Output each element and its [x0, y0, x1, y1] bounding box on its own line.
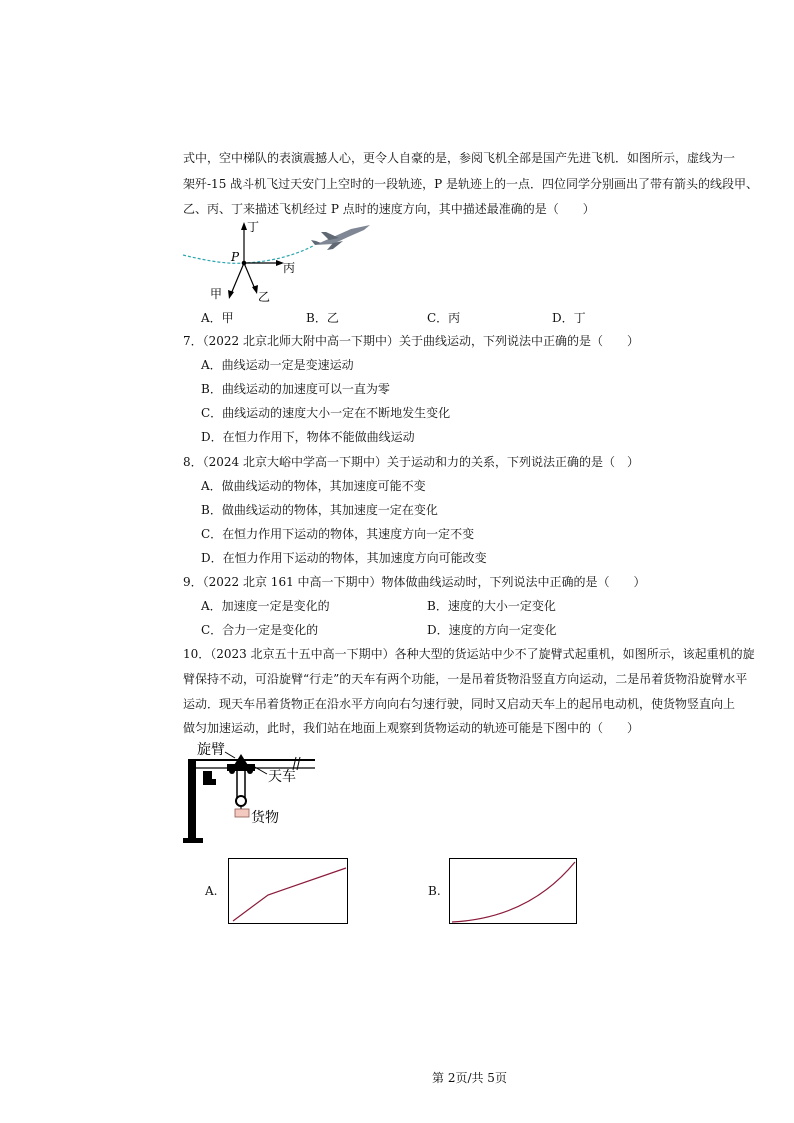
q8-option-a: A．做曲线运动的物体，其加速度可能不变 — [201, 479, 426, 493]
label-jia: 甲 — [210, 287, 223, 301]
label-cargo: 货物 — [251, 810, 279, 826]
q10-option-a-graph — [228, 858, 348, 924]
q8-option-b: B．做曲线运动的物体，其加速度一定在变化 — [201, 503, 438, 517]
q7-option-d: D．在恒力作用下，物体不能做曲线运动 — [201, 430, 415, 444]
q7-option-b: B．曲线运动的加速度可以一直为零 — [201, 382, 390, 396]
q6-option-b: B．乙 — [306, 311, 339, 325]
page-footer: 第 2页/共 5页 — [432, 1071, 507, 1085]
label-yi: 乙 — [258, 290, 271, 304]
q10-option-b-label: B. — [428, 884, 441, 898]
crane-figure — [183, 738, 323, 848]
label-ding: 丁 — [247, 220, 260, 234]
label-bing: 丙 — [283, 261, 296, 275]
q8-option-c: C．在恒力作用下运动的物体，其速度方向一定不变 — [201, 527, 475, 541]
q8-stem: 8．（2024 北京大峪中学高一下期中）关于运动和力的关系，下列说法正确的是（ ） — [183, 455, 639, 469]
cargo-box — [235, 809, 249, 817]
q9-option-b: B．速度的大小一定变化 — [427, 599, 556, 613]
q9-option-d: D．速度的方向一定变化 — [427, 623, 557, 637]
q8-option-d: D．在恒力作用下运动的物体，其加速度方向可能改变 — [201, 551, 487, 565]
q6-figure — [183, 218, 383, 308]
q9-option-a: A．加速度一定是变化的 — [201, 599, 330, 613]
q6-line-3: 乙、丙、丁来描述飞机经过 P 点时的速度方向，其中描述最准确的是（ ） — [183, 202, 595, 216]
q6-line-1: 式中，空中梯队的表演震撼人心，更令人自豪的是，参阅飞机全部是国产先进飞机．如图所示，虚线为一 — [183, 151, 736, 165]
q6-option-c: C．丙 — [427, 311, 461, 325]
q10-line-1: 10．（2023 北京五十五中高一下期中）各种大型的货运站中少不了旋臂式起重机，如图所示，该起重机的旋 — [183, 647, 755, 661]
q6-option-d: D．丁 — [552, 311, 586, 325]
label-arm: 旋臂 — [197, 742, 225, 758]
q10-line-2: 臂保持不动，可沿旋臂“行走”的天车有两个功能，一是吊着货物沿竖直方向运动，二是吊着货物沿旋臂水平 — [183, 672, 748, 686]
q10-option-a-label: A. — [205, 884, 218, 898]
q10-line-4: 做匀加速运动，此时，我们站在地面上观察到货物运动的轨迹可能是下图中的（ ） — [183, 721, 640, 735]
jet-icon — [311, 225, 370, 250]
q7-option-a: A．曲线运动一定是变速运动 — [201, 358, 354, 372]
q6-line-2: 架歼-15 战斗机飞过天安门上空时的一段轨迹，P 是轨迹上的一点．四位同学分别画出了带有箭头的线段甲、 — [183, 177, 759, 191]
label-trolley: 天车 — [268, 769, 296, 785]
q10-line-3: 运动．现天车吊着货物正在沿水平方向向右匀速行驶，同时又启动天车上的起吊电动机，使货物竖直向上 — [183, 697, 736, 711]
label-p: P — [231, 250, 240, 264]
q10-option-b-graph — [449, 858, 577, 924]
q7-option-c: C．曲线运动的速度大小一定在不断地发生变化 — [201, 406, 451, 420]
q7-stem: 7．（2022 北京北师大附中高一下期中）关于曲线运动，下列说法中正确的是（ ） — [183, 334, 639, 348]
q9-stem: 9．（2022 北京 161 中高一下期中）物体做曲线运动时，下列说法中正确的是（ ） — [183, 575, 646, 589]
q6-option-a: A．甲 — [201, 311, 234, 325]
q9-option-c: C．合力一定是变化的 — [201, 623, 319, 637]
